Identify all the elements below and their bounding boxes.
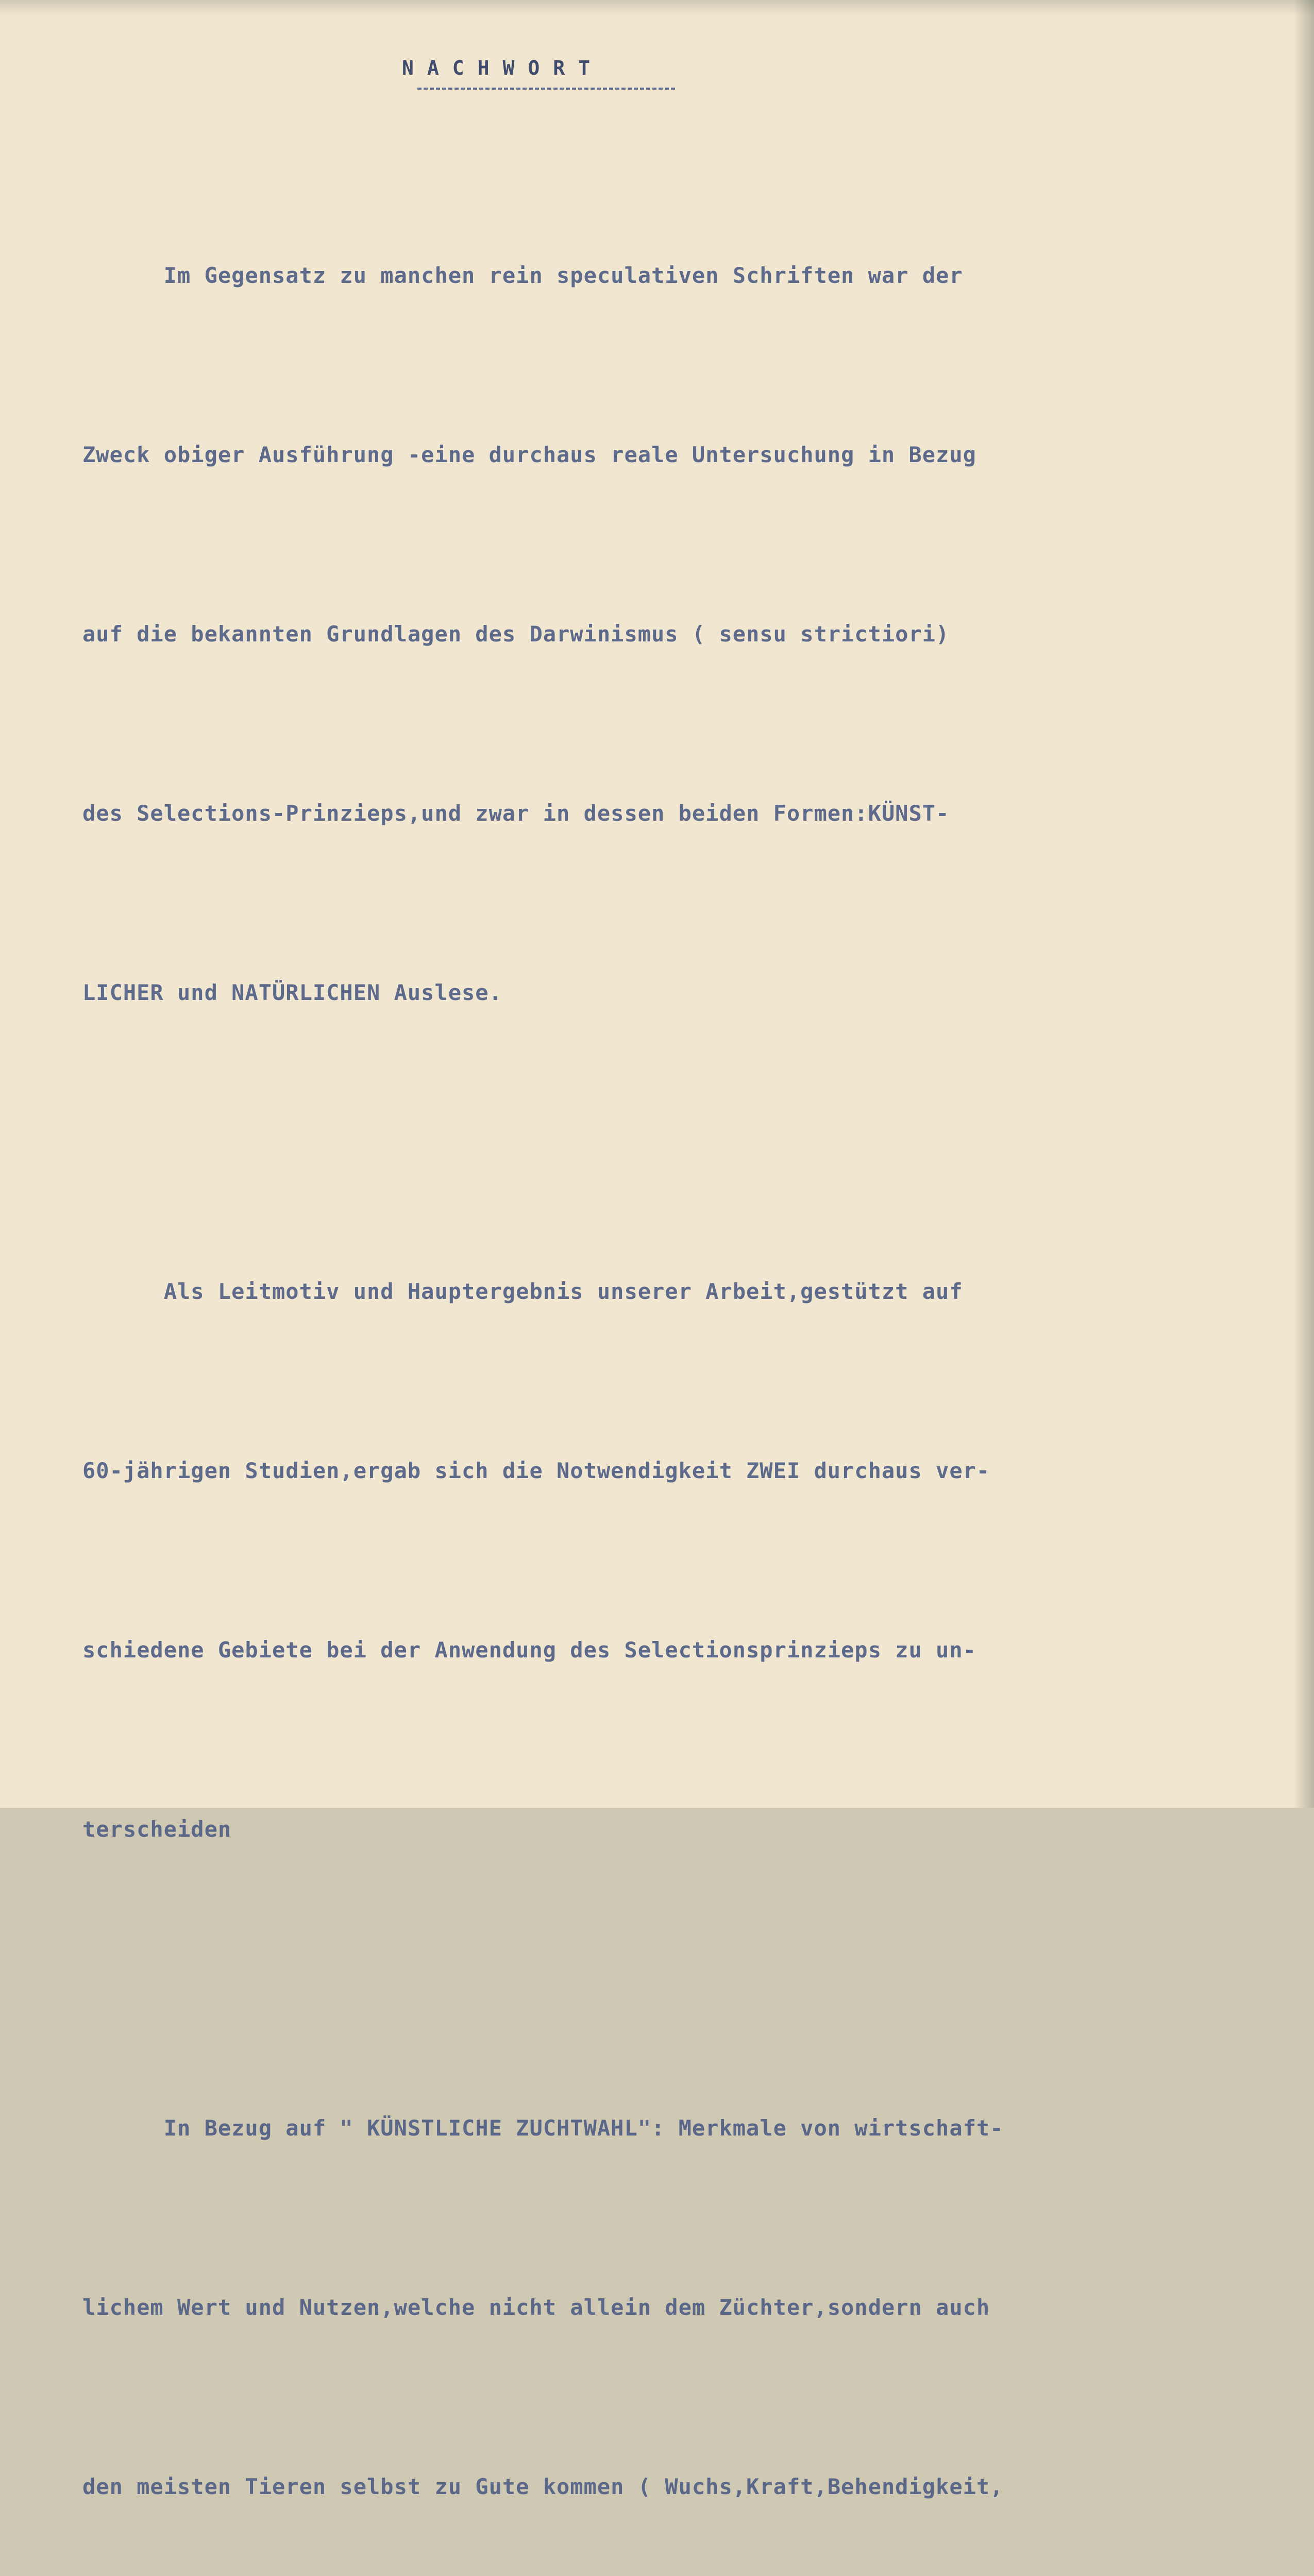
text-line: Im Gegensatz zu manchen rein speculativen Schriften war der	[82, 263, 963, 288]
text-line: Als Leitmotiv und Hauptergebnis unserer Arbeit,gestützt auf	[82, 1279, 963, 1304]
paragraph	[82, 1979, 1278, 2576]
text-line: des Selections-Prinzieps,und zwar in dessen beiden Formen:KÜNST-	[82, 801, 950, 826]
text-line: In Bezug auf " KÜNSTLICHE ZUCHTWAHL": Merkmale von wirtschaft-	[82, 2115, 1004, 2141]
paragraph	[82, 1142, 1278, 1979]
document-body	[82, 126, 1278, 2576]
paragraph	[82, 126, 1278, 1142]
text-line: schiedene Gebiete bei der Anwendung des Selectionsprinzieps zu un-	[82, 1637, 976, 1663]
title-underline	[417, 88, 675, 90]
page-title: NACHWORT	[402, 57, 604, 79]
text-line: lichem Wert und Nutzen,welche nicht allein dem Züchter,sondern auch	[82, 2295, 990, 2320]
text-line: 60-jährigen Studien,ergab sich die Notwendigkeit ZWEI durchaus ver-	[82, 1458, 990, 1483]
text-line: terscheiden	[82, 1817, 232, 1842]
text-line: Zweck obiger Ausführung -eine durchaus reale Untersuchung in Bezug	[82, 442, 976, 467]
text-line: auf die bekannten Grundlagen des Darwinismus ( sensu strictiori)	[82, 621, 950, 647]
text-line: LICHER und NATÜRLICHEN Auslese.	[82, 980, 502, 1005]
text-line: den meisten Tieren selbst zu Gute kommen ( Wuchs,Kraft,Behendigkeit,	[82, 2474, 1004, 2499]
